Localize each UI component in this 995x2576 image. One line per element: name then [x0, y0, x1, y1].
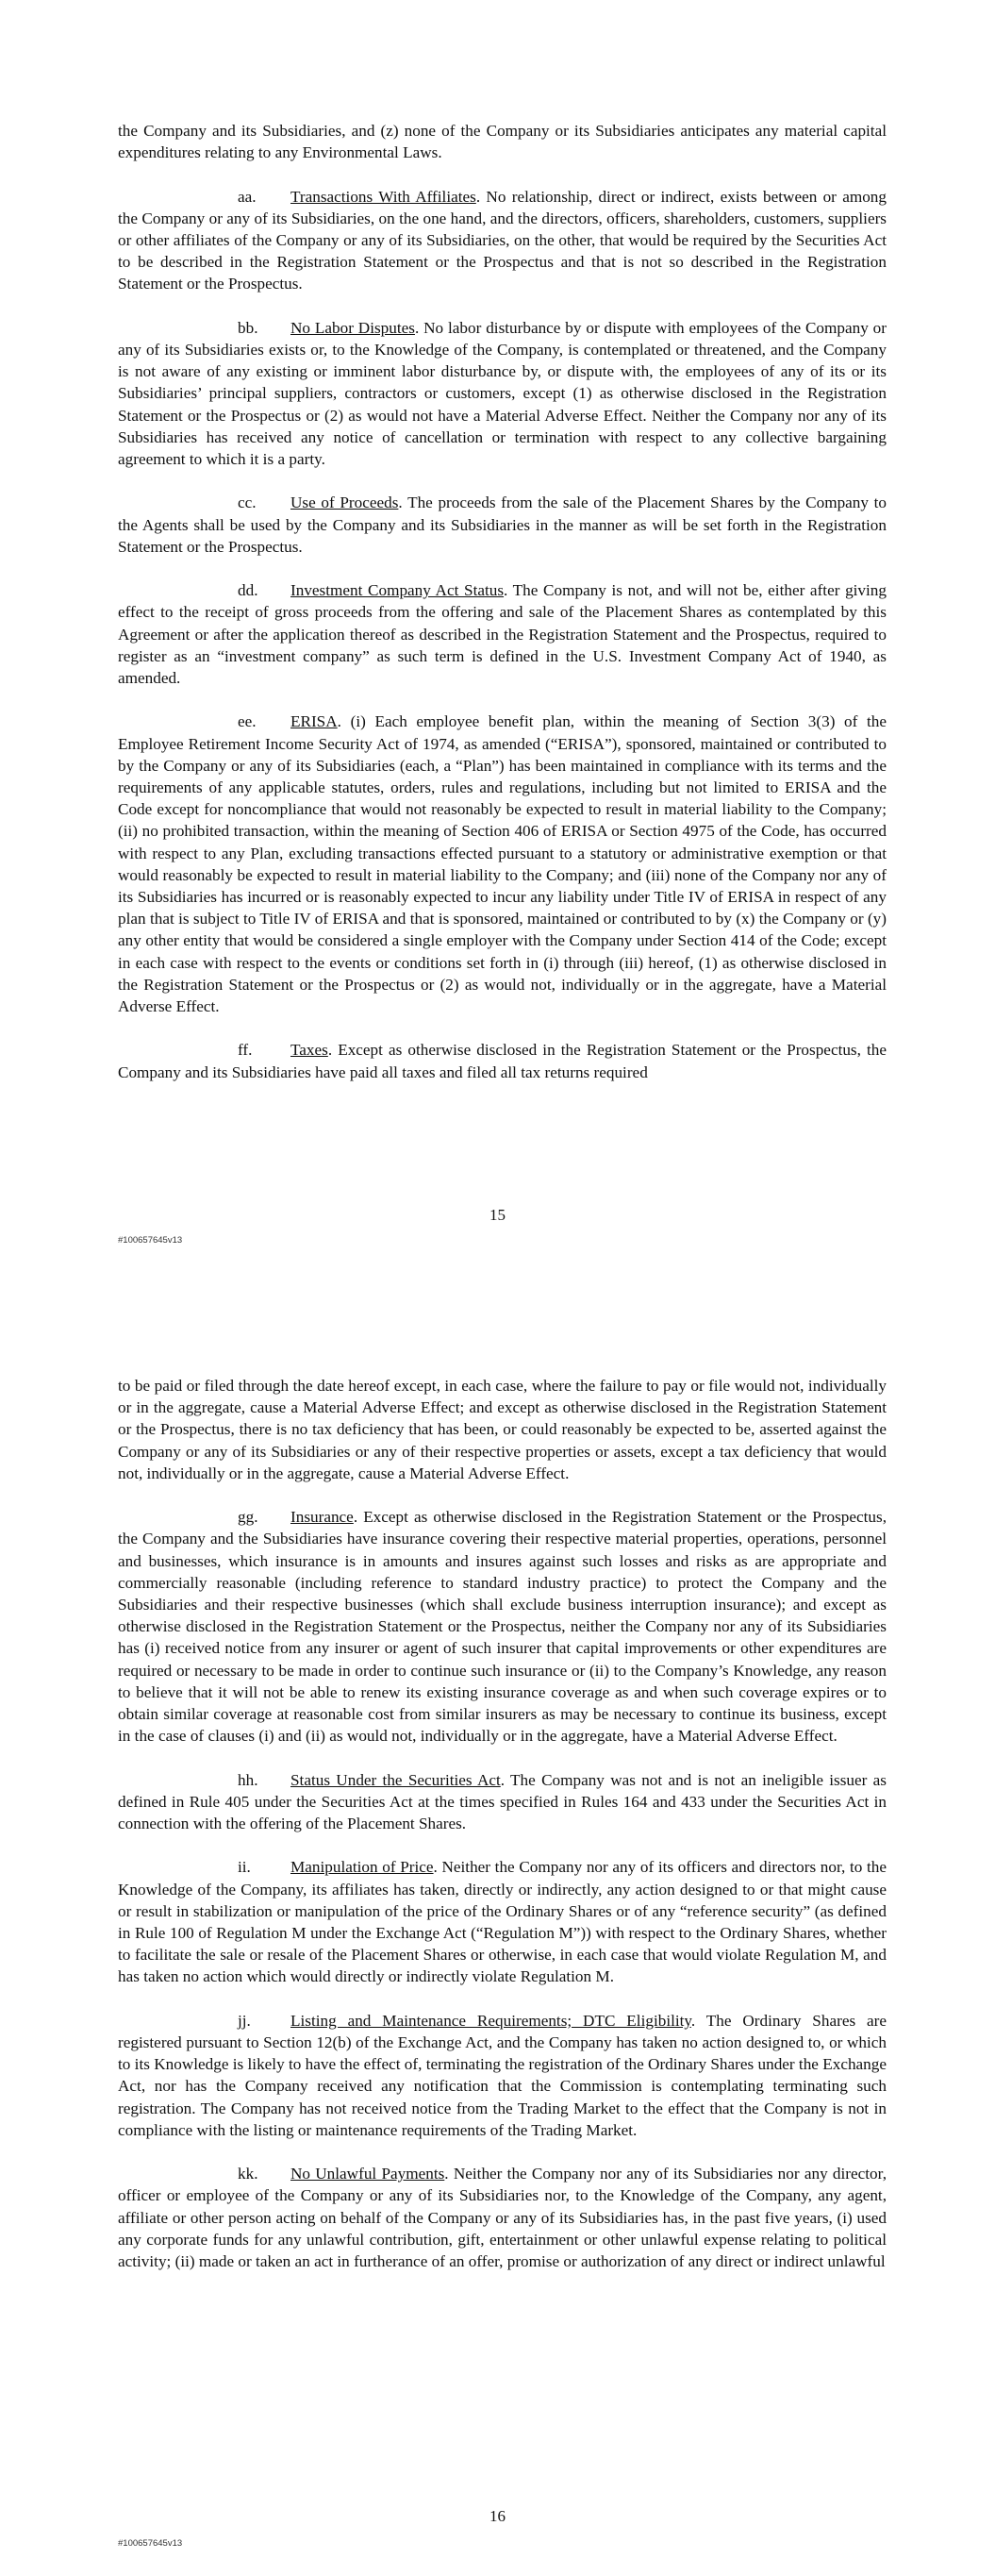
section-text: . The proceeds from the sale of the Placement Shares by the Company to the Agents shall be used by the Company and its Subsidiaries in the manner as will be set forth in the Registration Statement or the Prospectus. [118, 493, 887, 556]
section-heading: No Unlawful Payments [290, 2165, 445, 2183]
section-text: . The Company was not and is not an ineligible issuer as defined in Rule 405 under the Securities Act at the times specified in Rules 164 and 433 under the Securities Act in connection with the offering of the Placement Shares. [118, 1770, 887, 1833]
section-ii [118, 1856, 887, 1987]
paragraph-continuation: to be paid or filed through the date hereof except, in each case, where the failure to pay or file would not, individually or in the aggregate, cause a Material Adverse Effect; and except as otherwise disclosed in the Registration Statement or the Prospectus, there is no tax deficiency that has been, or could reasonably be expected to be, asserted against the Company or any of its Subsidiaries or any of their respective properties or assets, except a tax deficiency that would not, individually or in the aggregate, cause a Material Adverse Effect. [118, 1377, 887, 1482]
section-text: . The Company is not, and will not be, either after giving effect to the receipt of gross proceeds from the offering and sale of the Placement Shares as contemplated by this Agreement or after the application thereof as described in the Registration Statement and the Prospectus, required to register as an “investment company” as such term is defined in the U.S. Investment Company Act of 1940, as amended. [118, 581, 887, 688]
section-text: . No labor disturbance by or dispute with employees of the Company or any of its Subsidiaries exists or, to the Knowledge of the Company, is contemplated or threatened, and the Company is not aware of any existing or imminent labor disturbance by, or dispute with, the employees of any of its or its Subsidiaries’ principal suppliers, contractors or customers, except (1) as otherwise disclosed in the Registration Statement or the Prospectus or (2) as would not have a Material Adverse Effect. Neither the Company nor any of its Subsidiaries has received any notice of cancellation or termination with respect to any collective bargaining agreement to which it is a party. [118, 318, 887, 469]
section-label: bb. [238, 318, 258, 337]
section-heading: Status Under the Securities Act [290, 1770, 501, 1789]
section-text: . Except as otherwise disclosed in the Registration Statement or the Prospectus, the Company and the Subsidiaries have insurance covering their respective material properties, operations, personnel and businesses, which insurance is in amounts and insures against such losses and risks as are appropriate and commercially reasonable (including reference to standard industry practice) to protect the Company and the Subsidiaries and their respective businesses (which shall exclude business interruption insurance); and except as otherwise disclosed in the Registration Statement or the Prospectus, neither the Company nor any of its Subsidiaries has (i) received notice from any insurer or agent of such insurer that capital improvements or other expenditures are required or necessary to be made in order to continue such insurance or (ii) to the Company’s Knowledge, any reason to believe that it will not be able to renew its existing insurance coverage as and when such coverage expires or to obtain similar coverage at reasonable cost from similar insurers as may be necessary to continue its business, except in the case of clauses (i) and (ii) as would not, individually or in the aggregate, have a Material Adverse Effect. [118, 1508, 887, 1746]
section-label: ff. [238, 1041, 253, 1060]
section-hh [118, 1769, 887, 1835]
section-text: . Neither the Company nor any of its Subsidiaries nor any director, officer or employee of the Company or any of its Subsidiaries nor, to the Knowledge of the Company, any agent, affiliate or other person acting on behalf of the Company or any of its Subsidiaries has, in the past five years, (i) used any corporate funds for any unlawful contribution, gift, entertainment or other unlawful expense relating to political activity; (ii) made or taken an act in furtherance of an offer, promise or authorization of any direct or indirect unlawful [118, 2165, 887, 2271]
section-dd [118, 579, 887, 689]
section-heading: No Labor Disputes [290, 318, 415, 337]
section-label: cc. [238, 493, 257, 512]
section-kk [118, 2163, 887, 2272]
section-bb [118, 317, 887, 470]
section-heading: Taxes [290, 1041, 328, 1060]
section-heading: Transactions With Affiliates [290, 187, 476, 206]
section-heading: Use of Proceeds [290, 493, 399, 512]
section-label: aa. [238, 187, 257, 206]
section-text: . Except as otherwise disclosed in the Registration Statement or the Prospectus, the Company and its Subsidiaries have paid all taxes and filed all tax returns required [118, 1041, 887, 1081]
section-gg [118, 1506, 887, 1747]
section-label: ee. [238, 712, 257, 731]
section-heading: ERISA [290, 712, 338, 731]
section-label: dd. [238, 581, 258, 600]
document-id: #100657645v13 [118, 2538, 183, 2549]
section-heading: Investment Company Act Status [290, 581, 505, 600]
document-id: #100657645v13 [118, 1235, 183, 1246]
section-heading: Listing and Maintenance Requirements; DTC Eligibility [290, 2011, 691, 2030]
section-label: ii. [238, 1858, 251, 1877]
section-jj [118, 2010, 887, 2141]
section-text: . The Ordinary Shares are registered pursuant to Section 12(b) of the Exchange Act, and the Company has taken no action designed to, or which to its Knowledge is likely to have the effect of, terminating the registration of the Ordinary Shares under the Exchange Act, nor has the Company received any notification that the Commission is contemplating terminating such registration. The Company has not received notice from the Trading Market to the effect that the Company is not in compliance with the listing or maintenance requirements of the Trading Market. [118, 2011, 887, 2139]
page-16 [0, 1302, 995, 2576]
section-cc [118, 492, 887, 558]
section-heading: Insurance [290, 1508, 354, 1527]
section-text: . No relationship, direct or indirect, exists between or among the Company or any of its Subsidiaries, on the one hand, and the directors, officers, shareholders, customers, suppliers or other affiliates of the Company or any of its Subsidiaries, on the other, that would be required by the Securities Act to be described in the Registration Statement or the Prospectus and that is not so described in the Registration Statement or the Prospectus. [118, 187, 887, 293]
section-label: gg. [238, 1508, 258, 1527]
section-aa [118, 186, 887, 295]
section-label: jj. [238, 2011, 251, 2030]
section-heading: Manipulation of Price [290, 1858, 434, 1877]
paragraph-continuation: the Company and its Subsidiaries, and (z) none of the Company or its Subsidiaries anticipates any material capital expenditures relating to any Environmental Laws. [118, 122, 887, 162]
section-label: kk. [238, 2165, 258, 2183]
section-ff [118, 1039, 887, 1082]
page-15 [0, 0, 995, 1255]
page-number: 15 [489, 1206, 506, 1224]
section-text: . Neither the Company nor any of its officers and directors nor, to the Knowledge of the Company, its affiliates has taken, directly or indirectly, any action designed to or that might cause or result in stabilization or manipulation of the price of the Ordinary Shares or of any “reference security” (as defined in Rule 100 of Regulation M under the Exchange Act (“Regulation M”)) with respect to the Ordinary Shares, whether to facilitate the sale or resale of the Placement Shares or otherwise, in each case that would violate Regulation M, and has taken no action which would directly or indirectly violate Regulation M. [118, 1858, 887, 1986]
section-ee [118, 711, 887, 1017]
page-15-body [118, 120, 887, 1105]
page-number: 16 [489, 2507, 506, 2525]
page-16-body [118, 1375, 887, 2294]
section-text: . (i) Each employee benefit plan, within the meaning of Section 3(3) of the Employee Retirement Income Security Act of 1974, as amended (“ERISA”), sponsored, maintained or contributed to by the Company or any of its Subsidiaries (each, a “Plan”) has been maintained in compliance with its terms and the requirements of any applicable statutes, orders, rules and regulations, including but not limited to ERISA and the Code except for noncompliance that would not reasonably be expected to result in material liability to the Company; (ii) no prohibited transaction, within the meaning of Section 406 of ERISA or Section 4975 of the Code, has occurred with respect to any Plan, excluding transactions effected pursuant to a statutory or administrative exemption or that would reasonably be expected to result in material liability to the Company; and (iii) none of the Company nor any of its Subsidiaries has incurred or is reasonably expected to incur any liability under Title IV of ERISA in respect of any plan that is subject to Title IV of ERISA and that is sponsored, maintained or contributed to by (x) the Company or (y) any other entity that would be considered a single employer with the Company under Section 414 of the Code; except in each case with respect to the events or conditions set forth in (i) through (iii) hereof, (1) as otherwise disclosed in the Registration Statement or the Prospectus or (2) as would not, individually or in the aggregate, have a Material Adverse Effect. [118, 712, 887, 1016]
section-label: hh. [238, 1770, 258, 1789]
